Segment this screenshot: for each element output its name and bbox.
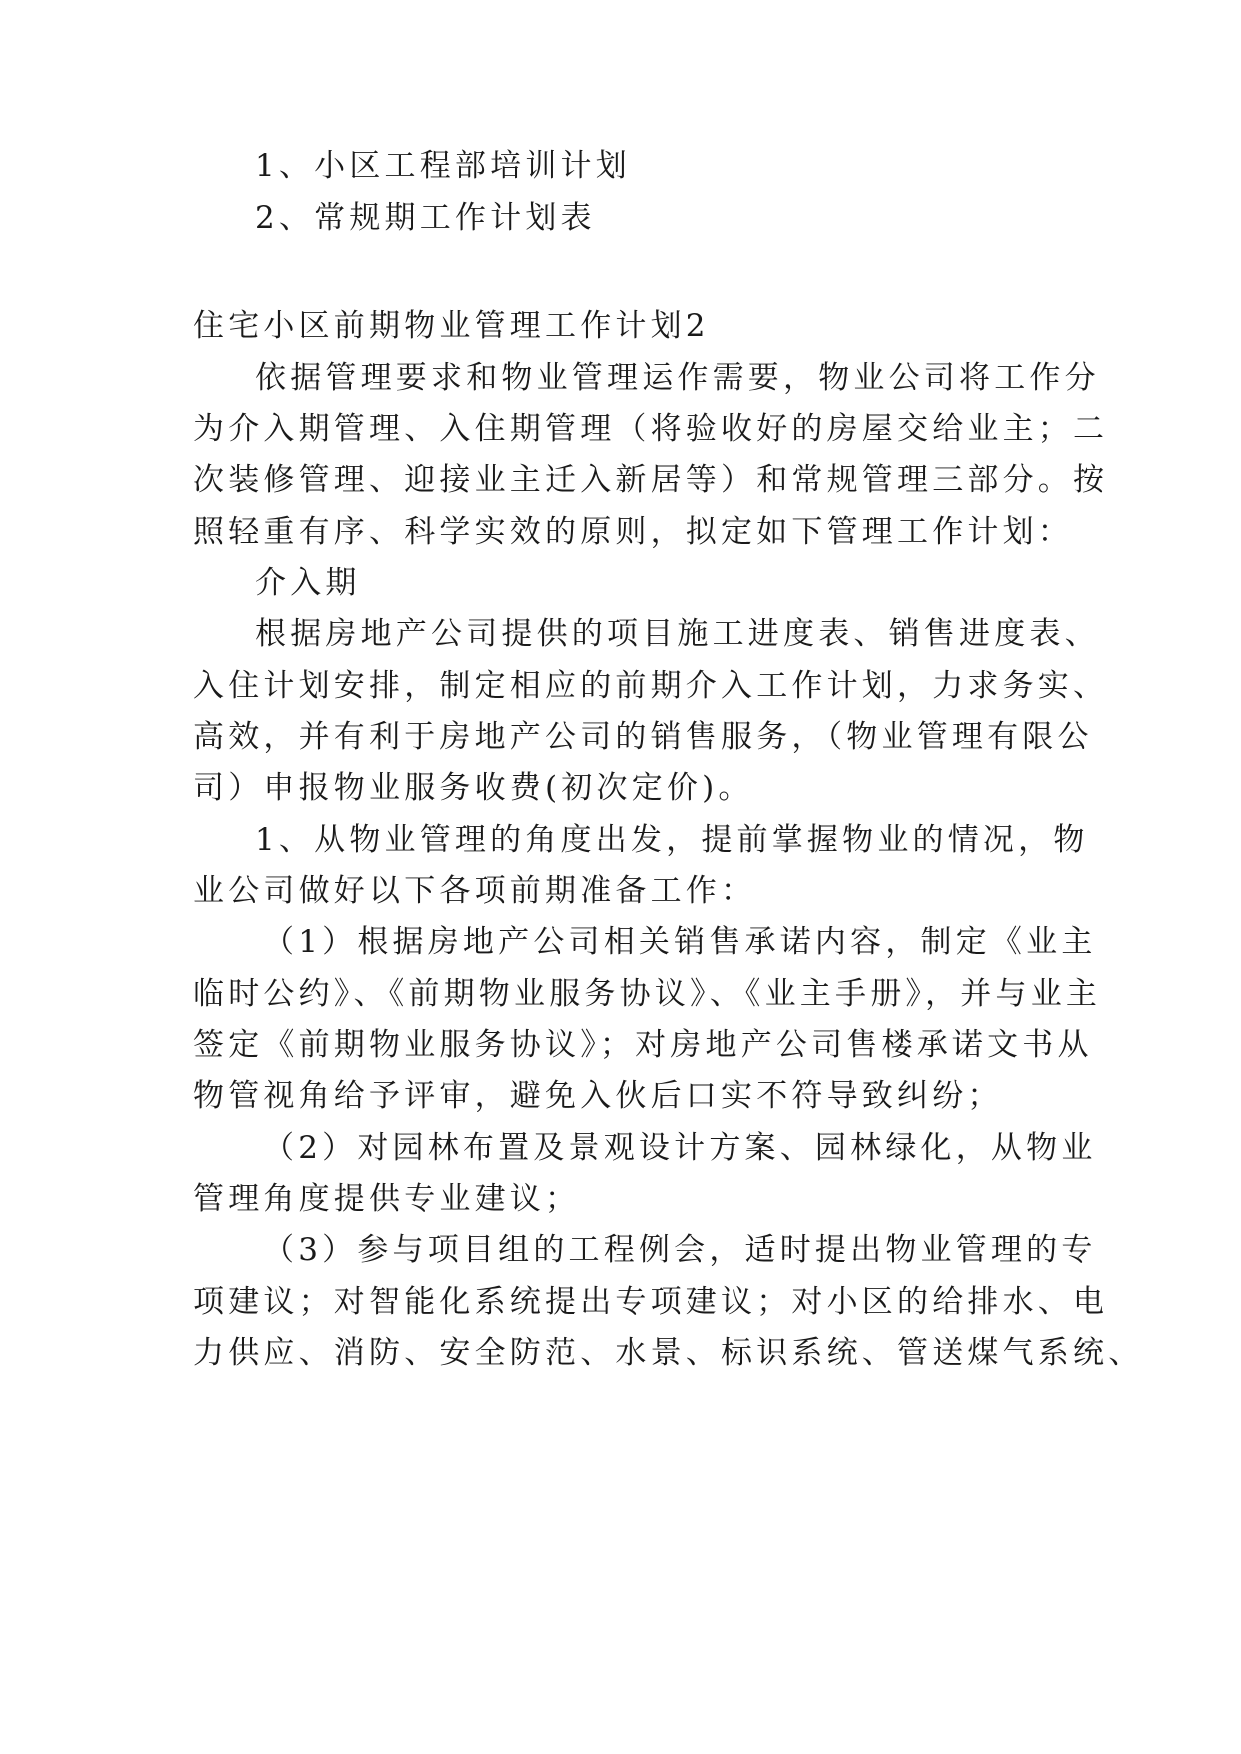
paragraph-line: 签定《前期物业服务协议》；对房地产公司售楼承诺文书从 <box>193 1027 1093 1063</box>
list-item: 2、常规期工作计划表 <box>255 200 596 236</box>
paragraph-line: 司）申报物业服务收费(初次定价)。 <box>193 770 754 806</box>
paragraph-line: 依据管理要求和物业管理运作需要，物业公司将工作分 <box>255 360 1100 396</box>
paragraph-line: 管理角度提供专业建议； <box>193 1181 581 1217</box>
paragraph-line: 入住计划安排，制定相应的前期介入工作计划，力求务实、 <box>193 668 1109 704</box>
paragraph-line: 力供应、消防、安全防范、水景、标识系统、管送煤气系统、 <box>193 1335 1144 1371</box>
paragraph-line: 照轻重有序、科学实效的原则，拟定如下管理工作计划： <box>193 514 1073 550</box>
paragraph-line: （1）根据房地产公司相关销售承诺内容，制定《业主 <box>263 924 1097 960</box>
paragraph-line: 物管视角给予评审，避免入伙后口实不符导致纠纷； <box>193 1078 1003 1114</box>
paragraph-line: 项建议；对智能化系统提出专项建议；对小区的给排水、电 <box>193 1284 1109 1320</box>
paragraph-line: 为介入期管理、入住期管理（将验收好的房屋交给业主；二 <box>193 411 1109 447</box>
paragraph-line: 业公司做好以下各项前期准备工作： <box>193 873 757 909</box>
section-title: 住宅小区前期物业管理工作计划2 <box>193 308 710 344</box>
paragraph-line: 根据房地产公司提供的项目施工进度表、销售进度表、 <box>255 616 1100 652</box>
paragraph-line: （3）参与项目组的工程例会，适时提出物业管理的专 <box>263 1232 1097 1268</box>
paragraph-line: 1、从物业管理的角度出发，提前掌握物业的情况，物 <box>255 822 1089 858</box>
paragraph-line: 临时公约》、《前期物业服务协议》、《业主手册》，并与业主 <box>193 976 1102 1012</box>
paragraph-line: 高效，并有利于房地产公司的销售服务，（物业管理有限公 <box>193 719 1093 755</box>
paragraph-line: （2）对园林布置及景观设计方案、园林绿化，从物业 <box>263 1130 1097 1166</box>
paragraph-line: 次装修管理、迎接业主迁入新居等）和常规管理三部分。按 <box>193 462 1109 498</box>
phase-heading: 介入期 <box>255 565 361 601</box>
list-item: 1、小区工程部培训计划 <box>255 148 631 184</box>
